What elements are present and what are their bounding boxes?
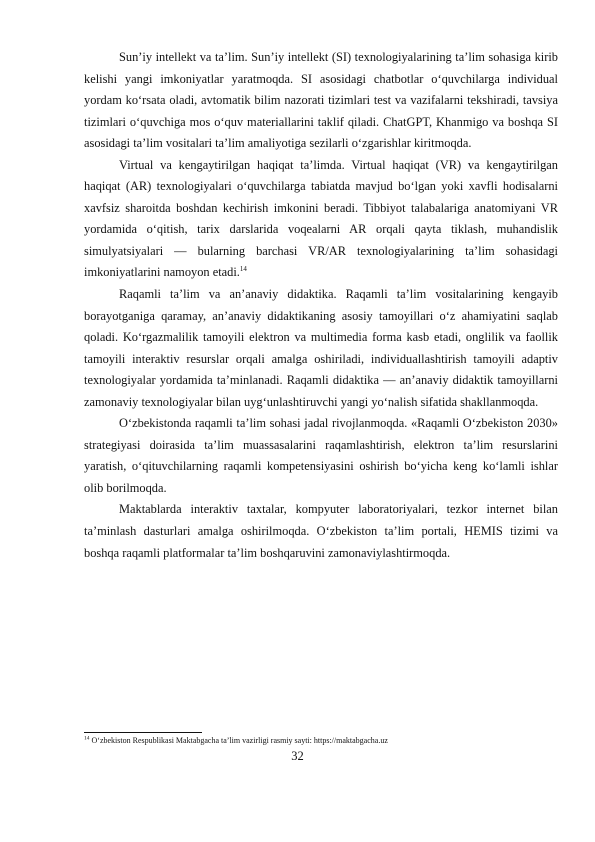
paragraph-digital-didactics: Raqamli ta’lim va an’anaviy didaktika. Raqamli ta’lim vositalarining kengayib borayotganiga qaramay, an’anaviy didaktikaning asosiy tamoyillari o‘z ahamiyatini saqlab qoladi. Ko‘rgazmalilik tamoyili elektron va multimedia forma kasb etadi, onglilik va faollik tamoyili interaktiv resurslar orqali amalga oshiriladi, individuallashtirish tamoyili adaptiv texnologiyalar yordamida ta’minlanadi. Raqamli didaktika — an’anaviy didaktik tamoyillarni zamonaviy texnologiyalar bilan uyg‘unlashtiruvchi yangi yo‘nalish sifatida shakllanmoqda.	[84, 287, 558, 409]
paragraph-uzbekistan-digital: O‘zbekistonda raqamli ta’lim sohasi jadal rivojlanmoqda. «Raqamli O‘zbekiston 2030» strategiyasi doirasida ta’lim muassasalarini raqamlashtirish, elektron ta’lim resurslarini yaratish, o‘qituvchilarning raqamli kompetensiyasini oshirish bo‘yicha keng ko‘lamli ishlar olib borilmoqda.	[84, 416, 558, 495]
footnote-number: 14	[84, 735, 90, 742]
page-number: 32	[291, 749, 304, 763]
paragraph-ai-education: Sun’iy intellekt va ta’lim. Sun’iy intellekt (SI) texnologiyalarining ta’lim sohasiga kirib kelishi yangi imkoniyatlar yaratmoqda. SI asosidagi chatbotlar o‘quvchilarga individual yordam ko‘rsata oladi, avtomatik bilim nazorati tizimlari test va vazifalarni tekshiradi, tavsiya tizimlari o‘quvchiga mos o‘quv materiallarini taklif qiladi. ChatGPT, Khanmigo va boshqa SI asosidagi ta’lim vositalari ta’lim amaliyotiga sezilarli o‘zgarishlar kiritmoqda.	[84, 50, 558, 151]
footnote	[84, 736, 558, 746]
paragraph-school-platforms: Maktablarda interaktiv taxtalar, kompyuter laboratoriyalari, tezkor internet bilan ta’minlash dasturlari amalga oshirilmoqda. O‘zbekiston ta’lim portali, HEMIS tizimi va boshqa raqamli platformalar ta’lim boshqaruvini zamonaviylashtirmoqda.	[84, 502, 558, 560]
body-text	[84, 47, 558, 564]
paragraph-vr-ar: Virtual va kengaytirilgan haqiqat ta’limda. Virtual haqiqat (VR) va kengaytirilgan haqiqat (AR) texnologiyalari o‘quvchilarga tabiatda mavjud bo‘lgan yoki xavfli hodisalarni xavfsiz sharoitda boshdan kechirish imkonini beradi. Tibbiyot talabalariga anatomiyani VR yordamida o‘qitish, tarix darslarida voqealarni AR orqali qayta tiklash, muhandislik simulyatsiyalari — bularning barchasi VR/AR texnologiyalarining ta’lim sohasidagi imkoniyatlarini namoyon etadi.$^{14}$	[84, 157, 558, 280]
footnote-reference[interactable]: 14	[239, 265, 247, 274]
footnote-text: O‘zbekiston Respublikasi Maktabgacha ta’lim vazirligi rasmiy sayti: https://maktabgacha.uz	[89, 736, 388, 745]
footnote-separator	[84, 732, 202, 733]
